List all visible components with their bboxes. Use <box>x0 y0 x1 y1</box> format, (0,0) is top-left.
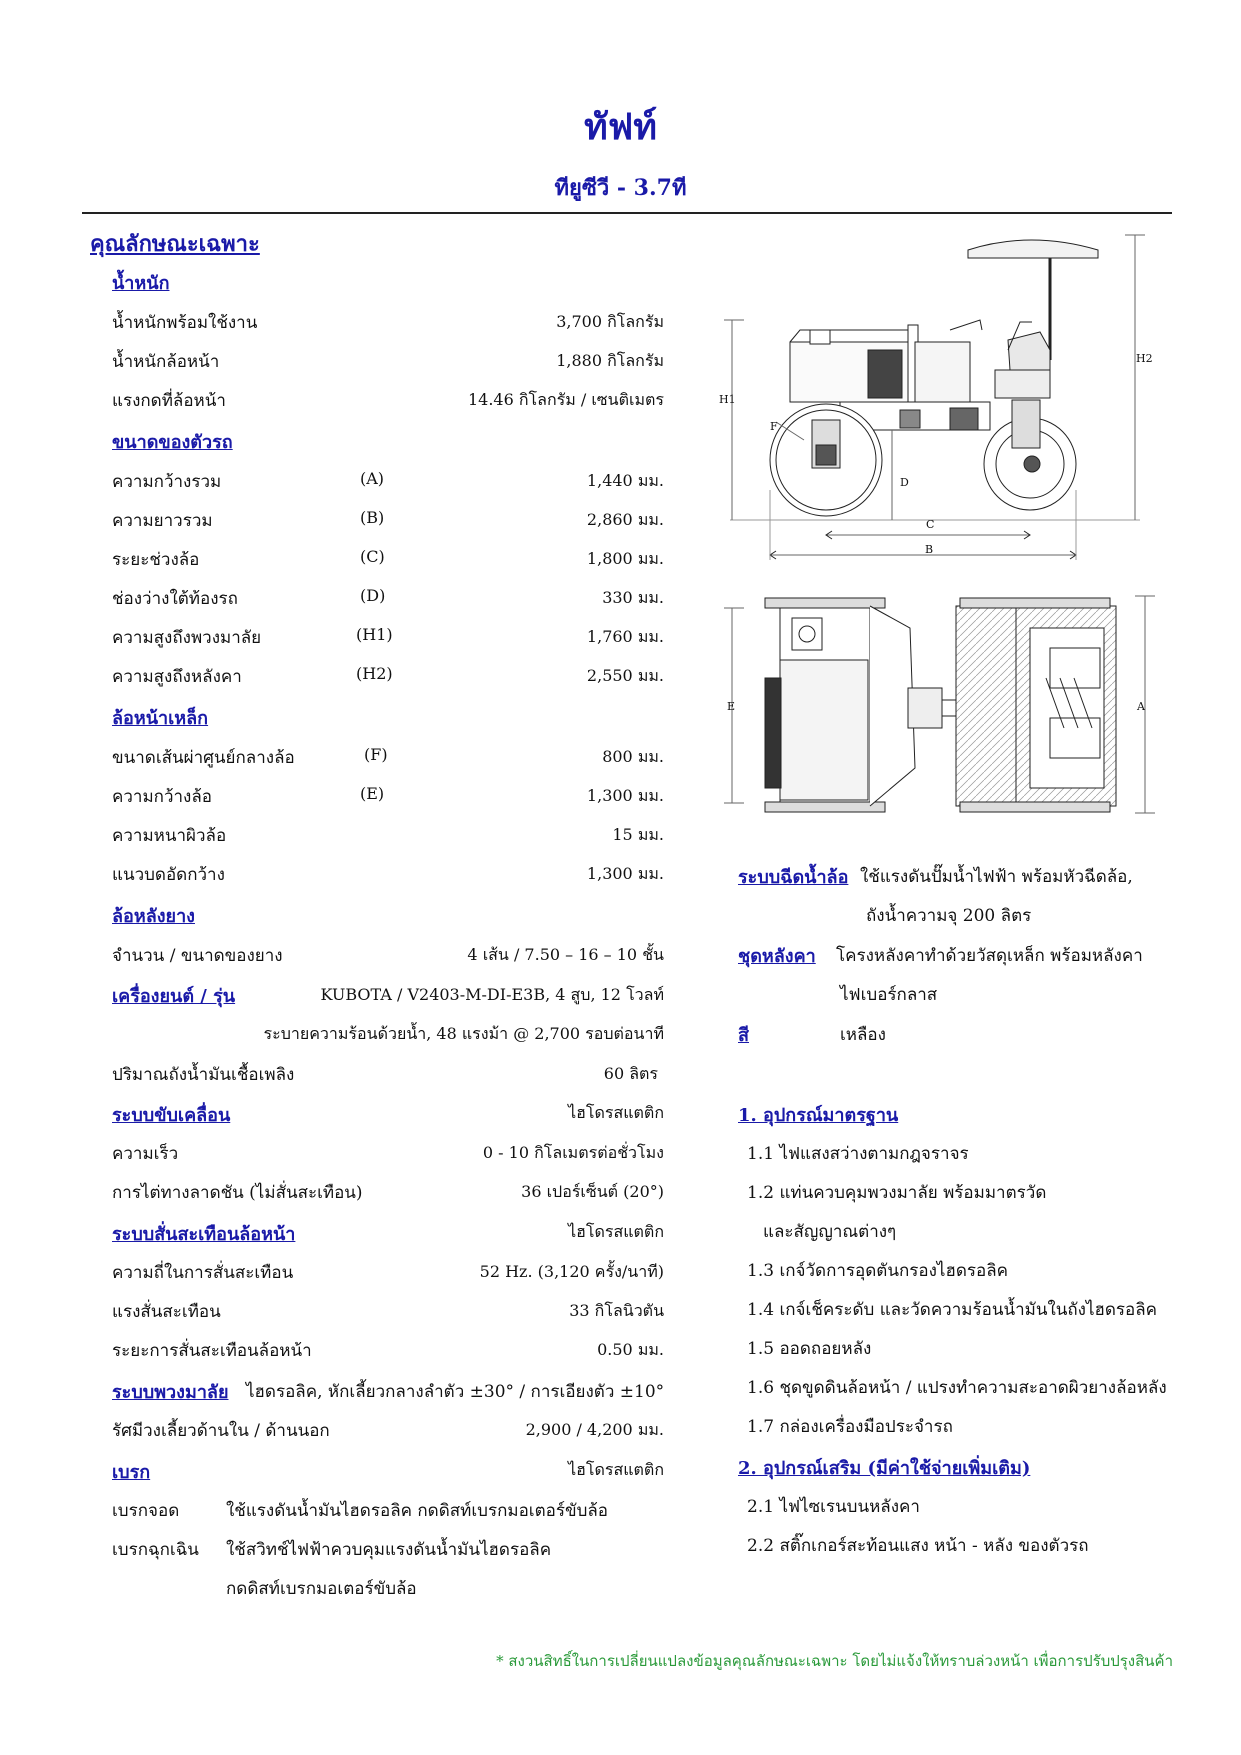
spec-label: ความกว้างล้อ <box>112 787 212 807</box>
spec-label: ปริมาณถังน้ำมันเชื้อเพลิง <box>112 1065 295 1085</box>
spec-label: ความสูงถึงพวงมาลัย <box>112 628 262 648</box>
label-h1: H1 <box>719 393 736 406</box>
spec-value: 3,700 กิโลกรัม <box>556 312 664 331</box>
spec-code: (H1) <box>356 625 393 644</box>
top-view-diagram <box>720 588 1160 818</box>
vibration-heading: ระบบสั่นสะเทือนล้อหน้า <box>112 1224 296 1245</box>
canopy-heading: ชุดหลังคา <box>738 946 816 967</box>
spec-label: ความยาวรวม <box>112 511 213 531</box>
spec-label: ขนาดเส้นผ่าศูนย์กลางล้อ <box>112 748 295 768</box>
engine-value: KUBOTA / V2403-M-DI-E3B, 4 สูบ, 12 โวลท์ <box>320 985 664 1004</box>
spec-value: 33 กิโลนิวตัน <box>569 1301 664 1320</box>
list-item: 1.3 เกจ์วัดการอุดตันกรองไฮดรอลิค <box>747 1261 1009 1281</box>
spec-label: แนวบดอัดกว้าง <box>112 865 225 885</box>
header-divider <box>82 212 1172 214</box>
spec-label: ระยะการสั่นสะเทือนล้อหน้า <box>112 1341 312 1361</box>
list-item: 1.1 ไฟแสงสว่างตามกฎจราจร <box>747 1144 969 1164</box>
spec-label: การไต่ทางลาดชัน (ไม่สั่นสะเทือน) <box>112 1183 363 1203</box>
spec-label: แรงกดที่ล้อหน้า <box>112 391 226 411</box>
list-item: 1.4 เกจ์เช็คระดับ และวัดความร้อนน้ำมันในถังไฮดรอลิค <box>747 1300 1158 1320</box>
dimensions-heading: ขนาดของตัวรถ <box>112 432 233 453</box>
spec-value: ใช้แรงดันน้ำมันไฮดรอลิค กดดิสท์เบรกมอเตอร์ขับล้อ <box>226 1501 609 1521</box>
spec-label: ความหนาผิวล้อ <box>112 826 227 846</box>
list-item: และสัญญาณต่างๆ <box>763 1222 897 1242</box>
list-item: 1.5 ออดถอยหลัง <box>747 1339 872 1359</box>
steering-text: ไฮดรอลิค, หักเลี้ยวกลางลำตัว ±30° / การเอียงตัว ±10° <box>246 1382 665 1402</box>
spec-code: (B) <box>360 508 385 527</box>
brake-heading: เบรก <box>112 1462 151 1483</box>
spec-label: ความกว้างรวม <box>112 472 222 492</box>
spec-code: (C) <box>360 547 385 566</box>
rear-tires-heading: ล้อหลังยาง <box>112 906 195 927</box>
list-item: 2.2 สติ๊กเกอร์สะท้อนแสง หน้า - หลัง ของตัวรถ <box>747 1536 1089 1556</box>
brand-title: ทัฟท์ <box>584 106 657 148</box>
label-a: A <box>1137 700 1145 713</box>
spec-value: กดดิสท์เบรกมอเตอร์ขับล้อ <box>226 1579 417 1599</box>
canopy-text-2: ไฟเบอร์กลาส <box>840 985 938 1005</box>
label-b: B <box>925 543 934 556</box>
spec-label: รัศมีวงเลี้ยวด้านใน / ด้านนอก <box>112 1421 330 1441</box>
color-heading: สี <box>738 1025 749 1046</box>
label-f: F <box>770 420 778 433</box>
label-d: D <box>900 476 909 489</box>
spray-text: ใช้แรงดันปั๊มน้ำไฟฟ้า พร้อมหัวฉีดล้อ, <box>860 867 1133 887</box>
spec-code: (H2) <box>356 664 393 683</box>
spec-value: 36 เปอร์เซ็นต์ (20°) <box>521 1182 664 1201</box>
footer-disclaimer: * สงวนสิทธิ์ในการเปลี่ยนแปลงข้อมูลคุณลักษณะเฉพาะ โดยไม่แจ้งให้ทราบล่วงหน้า เพื่อการปรับปรุงสินค้า <box>496 1652 1173 1670</box>
list-item: 1.7 กล่องเครื่องมือประจำรถ <box>747 1417 953 1437</box>
brake-type: ไฮโดรสแตติก <box>568 1460 664 1479</box>
spec-value: 1,300 มม. <box>586 786 664 805</box>
spec-label: น้ำหนักล้อหน้า <box>112 352 220 372</box>
color-text: เหลือง <box>840 1025 886 1045</box>
spec-value: 0 - 10 กิโลเมตรต่อชั่วโมง <box>482 1143 664 1162</box>
spec-label: แรงสั่นสะเทือน <box>112 1302 221 1322</box>
front-drum-heading: ล้อหน้าเหล็ก <box>112 708 209 729</box>
spec-code: (E) <box>360 784 385 803</box>
spray-text-2: ถังน้ำความจุ 200 ลิตร <box>866 906 1032 926</box>
engine-cooling-value: ระบายความร้อนด้วยน้ำ, 48 แรงม้า @ 2,700 รอบต่อนาที <box>263 1024 664 1043</box>
spec-label: ความสูงถึงหลังคา <box>112 667 242 687</box>
spec-value: 52 Hz. (3,120 ครั้ง/นาที) <box>479 1262 664 1281</box>
spec-value: 1,800 มม. <box>586 549 664 568</box>
spec-value: 4 เส้น / 7.50 – 16 – 10 ชั้น <box>467 945 664 964</box>
section-title: คุณลักษณะเฉพาะ <box>90 231 260 257</box>
spec-value: 1,880 กิโลกรัม <box>556 351 664 370</box>
list-item: 2.1 ไฟไซเรนบนหลังคา <box>747 1497 920 1517</box>
list-item: 1.2 แท่นควบคุมพวงมาลัย พร้อมมาตรวัด <box>747 1183 1047 1203</box>
standard-equipment-heading: 1. อุปกรณ์มาตรฐาน <box>738 1105 899 1126</box>
spec-value: ใช้สวิทช์ไฟฟ้าควบคุมแรงดันน้ำมันไฮดรอลิค <box>226 1540 552 1560</box>
spray-heading: ระบบฉีดน้ำล้อ <box>738 867 849 888</box>
spec-value: 2,860 มม. <box>586 510 664 529</box>
spec-label: จำนวน / ขนาดของยาง <box>112 946 283 966</box>
canopy-text: โครงหลังคาทำด้วยวัสดุเหล็ก พร้อมหลังคา <box>836 946 1143 966</box>
spec-value: 60 ลิตร <box>603 1064 658 1083</box>
spec-label: เบรกฉุกเฉิน <box>112 1540 199 1560</box>
spec-code: (D) <box>360 586 386 605</box>
steering-heading: ระบบพวงมาลัย <box>112 1382 229 1403</box>
spec-value: 1,760 มม. <box>586 627 664 646</box>
label-c: C <box>926 518 935 531</box>
vibration-type: ไฮโดรสแตติก <box>568 1222 664 1241</box>
spec-label: ระยะช่วงล้อ <box>112 550 200 570</box>
spec-value: 800 มม. <box>602 747 664 766</box>
spec-label: ความถี่ในการสั่นสะเทือน <box>112 1263 294 1283</box>
list-item: 1.6 ชุดขูดดินล้อหน้า / แปรงทำความสะอาดผิวยางล้อหลัง <box>747 1378 1167 1398</box>
spec-value: 2,550 มม. <box>586 666 664 685</box>
model-title: ทียูซีวี - 3.7ที <box>554 175 687 201</box>
side-view-diagram <box>720 230 1160 565</box>
drive-type: ไฮโดรสแตติก <box>568 1103 664 1122</box>
engine-heading: เครื่องยนต์ / รุ่น <box>112 986 236 1007</box>
spec-label: น้ำหนักพร้อมใช้งาน <box>112 313 258 333</box>
spec-value: 330 มม. <box>602 588 664 607</box>
spec-code: (F) <box>364 745 388 764</box>
spec-label: ช่องว่างใต้ท้องรถ <box>112 589 238 609</box>
spec-label: ความเร็ว <box>112 1144 179 1164</box>
spec-value: 1,440 มม. <box>586 471 664 490</box>
spec-value: 1,300 มม. <box>586 864 664 883</box>
spec-value: 15 มม. <box>612 825 664 844</box>
spec-value: 0.50 มม. <box>597 1340 664 1359</box>
spec-value: 2,900 / 4,200 มม. <box>525 1420 664 1439</box>
drive-heading: ระบบขับเคลื่อน <box>112 1105 231 1126</box>
spec-code: (A) <box>360 469 385 488</box>
label-h2: H2 <box>1136 352 1153 365</box>
spec-value: 14.46 กิโลกรัม / เซนติเมตร <box>467 390 664 409</box>
spec-label: เบรกจอด <box>112 1501 180 1521</box>
optional-equipment-heading: 2. อุปกรณ์เสริม (มีค่าใช้จ่ายเพิ่มเติม) <box>738 1458 1031 1479</box>
label-e: E <box>727 700 736 713</box>
weight-heading: น้ำหนัก <box>112 273 170 294</box>
